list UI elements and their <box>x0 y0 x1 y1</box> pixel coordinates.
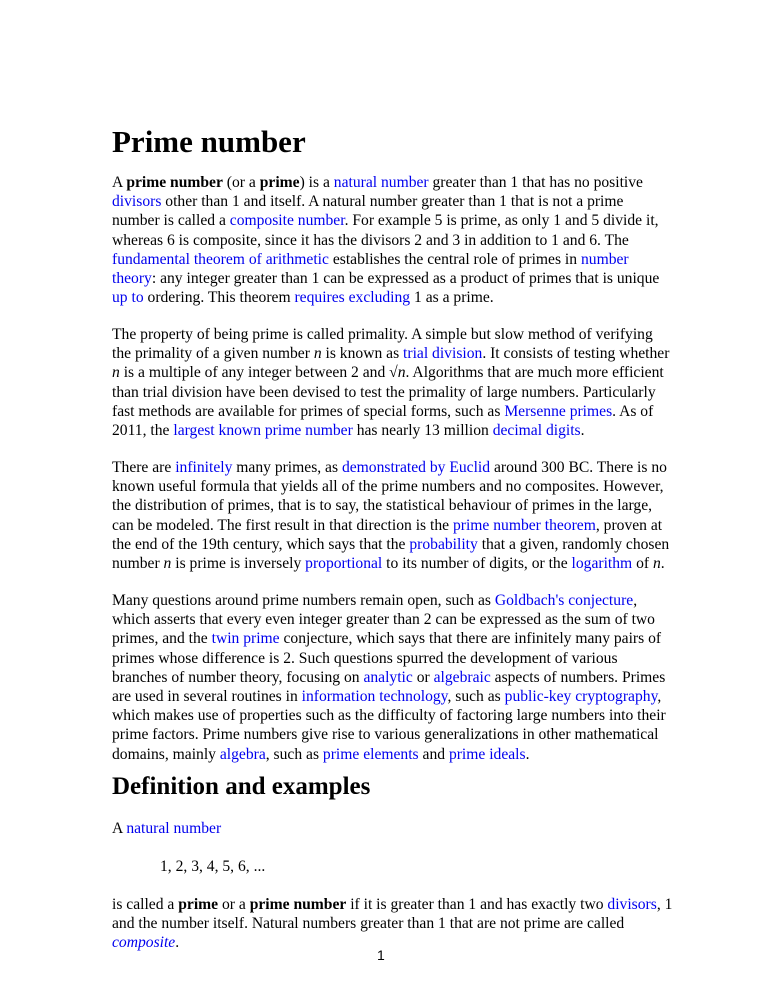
link-largest-known-prime[interactable]: largest known prime number <box>173 421 353 439</box>
text: which asserts that every even integer greater than 2 can be expressed as the sum of two <box>112 611 655 629</box>
text-line <box>112 250 652 269</box>
text: has nearly 13 million <box>352 421 493 439</box>
text: can be modeled. The first result in that direction is the <box>112 516 453 534</box>
link-up-to[interactable]: up to <box>112 289 144 307</box>
text: 2011, the <box>112 421 174 439</box>
link-information-technology[interactable]: information technology <box>301 687 448 705</box>
text: 1 as a prime. <box>410 289 494 307</box>
text: that a given, randomly chosen <box>477 535 670 553</box>
italic-variable: n <box>652 554 661 572</box>
link-prime-elements[interactable]: prime elements <box>322 745 419 763</box>
text: is known as <box>321 345 404 363</box>
link-natural-number[interactable]: natural number <box>126 820 222 837</box>
link-requires-excluding[interactable]: requires excluding <box>294 289 411 307</box>
link-public-key-cryptography[interactable]: public-key cryptography <box>504 687 658 705</box>
text-line <box>112 591 652 610</box>
distribution-paragraph <box>112 458 670 573</box>
text: around 300 BC. There is no <box>490 459 667 476</box>
intro-paragraph <box>112 173 660 307</box>
italic-variable: n <box>112 364 120 382</box>
text: to its number of digits, or the <box>382 554 572 572</box>
text: A <box>112 820 127 837</box>
text: number <box>112 554 164 572</box>
open-questions-paragraph <box>112 591 666 764</box>
link-twin-prime[interactable]: twin prime <box>211 630 280 648</box>
text: establishes the central role of primes in <box>328 250 581 268</box>
text: , <box>633 592 638 609</box>
link-divisors[interactable]: divisors <box>607 896 657 913</box>
text: . For example 5 is prime, as only 1 and 5 divide it, <box>344 212 659 230</box>
text-line <box>112 402 652 421</box>
text: other than 1 and itself. A natural number greater than 1 that is not a prime <box>161 193 624 211</box>
link-algebra[interactable]: algebra <box>219 745 266 763</box>
text-line <box>112 819 652 838</box>
link-fundamental-theorem[interactable]: fundamental theorem of arithmetic <box>112 250 329 268</box>
text-line <box>112 477 664 496</box>
text: , <box>657 687 662 705</box>
text-line <box>112 383 656 402</box>
link-decimal-digits[interactable]: decimal digits <box>492 421 581 439</box>
text-line <box>112 496 652 515</box>
link-composite[interactable]: composite <box>112 934 176 952</box>
text: ) is a <box>299 174 334 191</box>
link-number-theory[interactable]: theory <box>112 269 152 287</box>
text-line <box>112 288 652 307</box>
link-demonstrated-by-euclid[interactable]: demonstrated by Euclid <box>341 459 491 476</box>
italic-variable: n <box>397 364 406 382</box>
text: A <box>112 174 127 191</box>
text: which makes use of properties such as the difficulty of factoring large numbers into their <box>112 707 666 725</box>
text: of <box>632 554 653 572</box>
text: . Algorithms that are much more efficient <box>405 364 664 382</box>
text-line <box>112 895 673 914</box>
link-divisors[interactable]: divisors <box>112 193 162 211</box>
link-proportional[interactable]: proportional <box>305 554 383 572</box>
text: domains, mainly <box>112 745 220 763</box>
link-probability[interactable]: probability <box>409 535 478 553</box>
text: primes, and the <box>112 630 212 648</box>
number-sequence: 1, 2, 3, 4, 5, 6, ... <box>160 858 266 875</box>
text: . <box>660 554 665 572</box>
text: primes whose difference is 2. Such questions spurred the development of various <box>112 649 618 667</box>
text: The property of being prime is called primality. A simple but slow method of verifying <box>112 326 653 343</box>
bold-term: prime number <box>249 896 347 913</box>
text: whereas 6 is composite, since it has the divisors 2 and 3 in addition to 1 and 6. The <box>112 231 629 249</box>
text: branches of number theory, focusing on <box>112 668 364 686</box>
text: are used in several routines in <box>112 687 302 705</box>
text-line <box>112 269 660 288</box>
text-line <box>112 610 655 629</box>
link-infinitely[interactable]: infinitely <box>175 459 233 476</box>
text: greater than 1 that has no positive <box>428 174 643 191</box>
text: or a <box>218 896 250 913</box>
text: conjecture, which says that there are infinitely many pairs of <box>279 630 662 648</box>
text: and the number itself. Natural numbers greater than 1 that are not prime are called <box>112 915 625 933</box>
text-line <box>112 325 652 344</box>
link-natural-number[interactable]: natural number <box>333 174 429 191</box>
text: known useful formula that yields all of the prime numbers and no composites. However, <box>112 478 664 496</box>
link-composite-number[interactable]: composite number <box>229 212 345 230</box>
text: : any integer greater than 1 can be expressed as a product of primes that is unique <box>151 269 660 287</box>
text: than trial division have been devised to test the primality of large numbers. Particularly <box>112 383 656 401</box>
text: the primality of a given number <box>112 345 314 363</box>
bold-term: prime <box>259 174 300 191</box>
section-heading: Definition and examples <box>112 773 371 800</box>
text-line <box>112 363 664 382</box>
text: the end of the 19th century, which says that the <box>112 535 410 553</box>
text: . <box>525 745 530 763</box>
text-line <box>112 706 666 725</box>
text: many primes, as <box>232 459 342 476</box>
text: , such as <box>447 687 505 705</box>
text: is prime is inversely <box>171 554 306 572</box>
text: aspects of numbers. Primes <box>490 668 666 686</box>
text: . It consists of testing whether <box>482 345 670 363</box>
page-number: 1 <box>377 947 385 963</box>
text: fast methods are available for primes of special forms, such as <box>112 402 505 420</box>
text-line <box>112 745 652 764</box>
text-line <box>112 211 659 230</box>
text: is called a <box>112 896 179 913</box>
italic-variable: n <box>163 554 172 572</box>
text-line <box>112 649 652 668</box>
link-analytic[interactable]: analytic <box>363 668 413 686</box>
text: Many questions around prime numbers remain open, such as <box>112 592 495 609</box>
text: , proven at <box>595 516 663 534</box>
text-line <box>112 535 670 554</box>
link-number-theory[interactable]: number <box>580 250 629 268</box>
text-line <box>112 458 667 477</box>
text-line <box>112 554 665 573</box>
link-goldbach-conjecture[interactable]: Goldbach's conjecture <box>494 592 634 609</box>
text-line <box>112 914 652 933</box>
text: and <box>418 745 449 763</box>
link-prime-ideals[interactable]: prime ideals <box>448 745 526 763</box>
text: . As of <box>612 402 654 420</box>
text: ordering. This theorem <box>143 289 295 307</box>
text: , such as <box>265 745 323 763</box>
text: prime factors. Prime numbers give rise to various generalizations in other mathematical <box>112 726 659 744</box>
text: if it is greater than 1 and has exactly two <box>346 896 608 913</box>
text: or <box>412 668 434 686</box>
text-line <box>112 725 659 744</box>
text: (or a <box>222 174 260 191</box>
text-line <box>112 344 670 363</box>
text-line <box>112 421 652 440</box>
link-algebraic[interactable]: algebraic <box>433 668 491 686</box>
bold-term: prime <box>178 896 219 913</box>
text: is a multiple of any integer between 2 and √ <box>119 364 398 382</box>
definition-intro <box>112 819 652 838</box>
text: . <box>175 934 180 952</box>
link-prime-number-theorem[interactable]: prime number theorem <box>452 516 596 534</box>
text-line <box>112 668 666 687</box>
italic-variable: n <box>313 345 322 363</box>
text-line <box>112 629 662 648</box>
definition-paragraph <box>112 895 673 953</box>
primality-paragraph <box>112 325 670 440</box>
text: , 1 <box>656 896 673 913</box>
text-line <box>112 687 662 706</box>
link-trial-division[interactable]: trial division <box>403 345 483 363</box>
text-line <box>112 516 663 535</box>
text-line <box>112 173 652 192</box>
page-title: Prime number <box>112 124 306 159</box>
link-logarithm[interactable]: logarithm <box>571 554 633 572</box>
text-line <box>112 231 652 250</box>
text: . <box>580 421 585 439</box>
bold-term: prime number <box>126 174 223 191</box>
link-mersenne-primes[interactable]: Mersenne primes <box>504 402 613 420</box>
text: There are <box>112 459 176 476</box>
text: the distribution of primes, that is to say, the statistical behaviour of primes in the large, <box>112 497 653 515</box>
text: number is called a <box>112 212 230 230</box>
text-line <box>112 192 652 211</box>
